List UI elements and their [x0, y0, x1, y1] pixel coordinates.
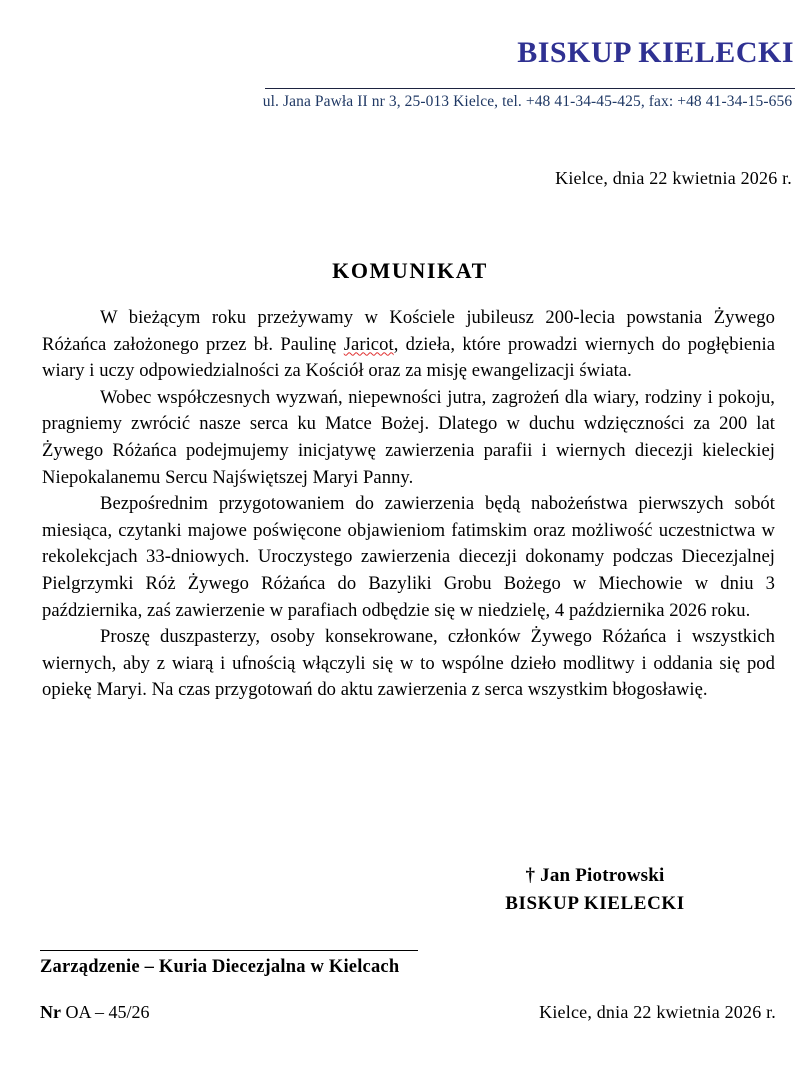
signature-name: † Jan Piotrowski — [525, 865, 665, 886]
letterhead — [0, 0, 810, 69]
letterhead-divider — [265, 88, 795, 89]
letterhead-address: ul. Jana Pawła II nr 3, 25-013 Kielce, tel. +48 41-34-45-425, fax: +48 41-34-15-656 — [262, 93, 793, 110]
footer-reference-prefix: Nr — [40, 1002, 61, 1022]
footer-row — [40, 1002, 776, 1023]
signature-role: BISKUP KIELECKI — [505, 893, 685, 914]
paragraph-2: Wobec współczesnych wyzwań, niepewności jutra, zagrożeń dla wiary, rodziny i pokoju, pragniemy zwrócić nasze serca ku Matce Bożej. Dlatego w duchu wdzięczności za 200 lat Żywego Różańca podejmujemy inicjatywę zawierzenia parafii i wiernych diecezji kieleckiej Niepokalanemu Sercu Najświętszej Maryi Panny. — [42, 386, 775, 488]
footer-heading: Zarządzenie – Kuria Diecezjalna w Kielcach — [40, 957, 400, 977]
paragraph-4: Proszę duszpasterzy, osoby konsekrowane, członków Żywego Różańca i wszystkich wiernych, aby z wiarą i ufnością włączyli się w to wspólne dzieło modlitwy i oddania się pod opiekę Maryi. Na czas przygotowań do aktu zawierzenia z serca wszystkim błogosławię. — [42, 626, 775, 701]
footer-reference-value: OA – 45/26 — [61, 1002, 150, 1022]
footer-reference-number — [40, 1002, 150, 1023]
spellcheck-misspelled-word[interactable]: Jaricot — [343, 333, 394, 355]
document-date-line: Kielce, dnia 22 kwietnia 2026 r. — [555, 168, 792, 188]
paragraph-1-part-b: , dzieła, które prowadzi wiernych do pogłębienia wiary i uczy odpowiedzialności za Kościół oraz za misję ewangelizacji świata. — [42, 333, 775, 382]
paragraph-1 — [42, 305, 775, 385]
document-body — [42, 305, 775, 704]
signature-block — [430, 862, 760, 918]
paragraph-1-part-a: W bieżącym roku przeżywamy w Kościele jubileusz 200-lecia powstania Żywego Różańca założonego przez bł. Paulinę — [42, 307, 775, 355]
footer-divider — [40, 950, 418, 951]
footer-date: Kielce, dnia 22 kwietnia 2026 r. — [539, 1002, 776, 1022]
paragraph-3: Bezpośrednim przygotowaniem do zawierzenia będą nabożeństwa pierwszych sobót miesiąca, czytanki majowe poświęcone objawieniom fatimskim oraz możliwość uczestnictwa w rekolekcjach 33-dniowych. Uroczystego zawierzenia diecezji dokonamy podczas Diecezjalnej Pielgrzymki Róż Żywego Różańca do Bazyliki Grobu Bożego w Miechowie w dniu 3 października, zaś zawierzenie w parafiach odbędzie się w niedzielę, 4 października 2026 roku. — [42, 493, 775, 621]
letterhead-title: BISKUP KIELECKI — [517, 36, 794, 69]
document-title: KOMUNIKAT — [332, 258, 488, 283]
